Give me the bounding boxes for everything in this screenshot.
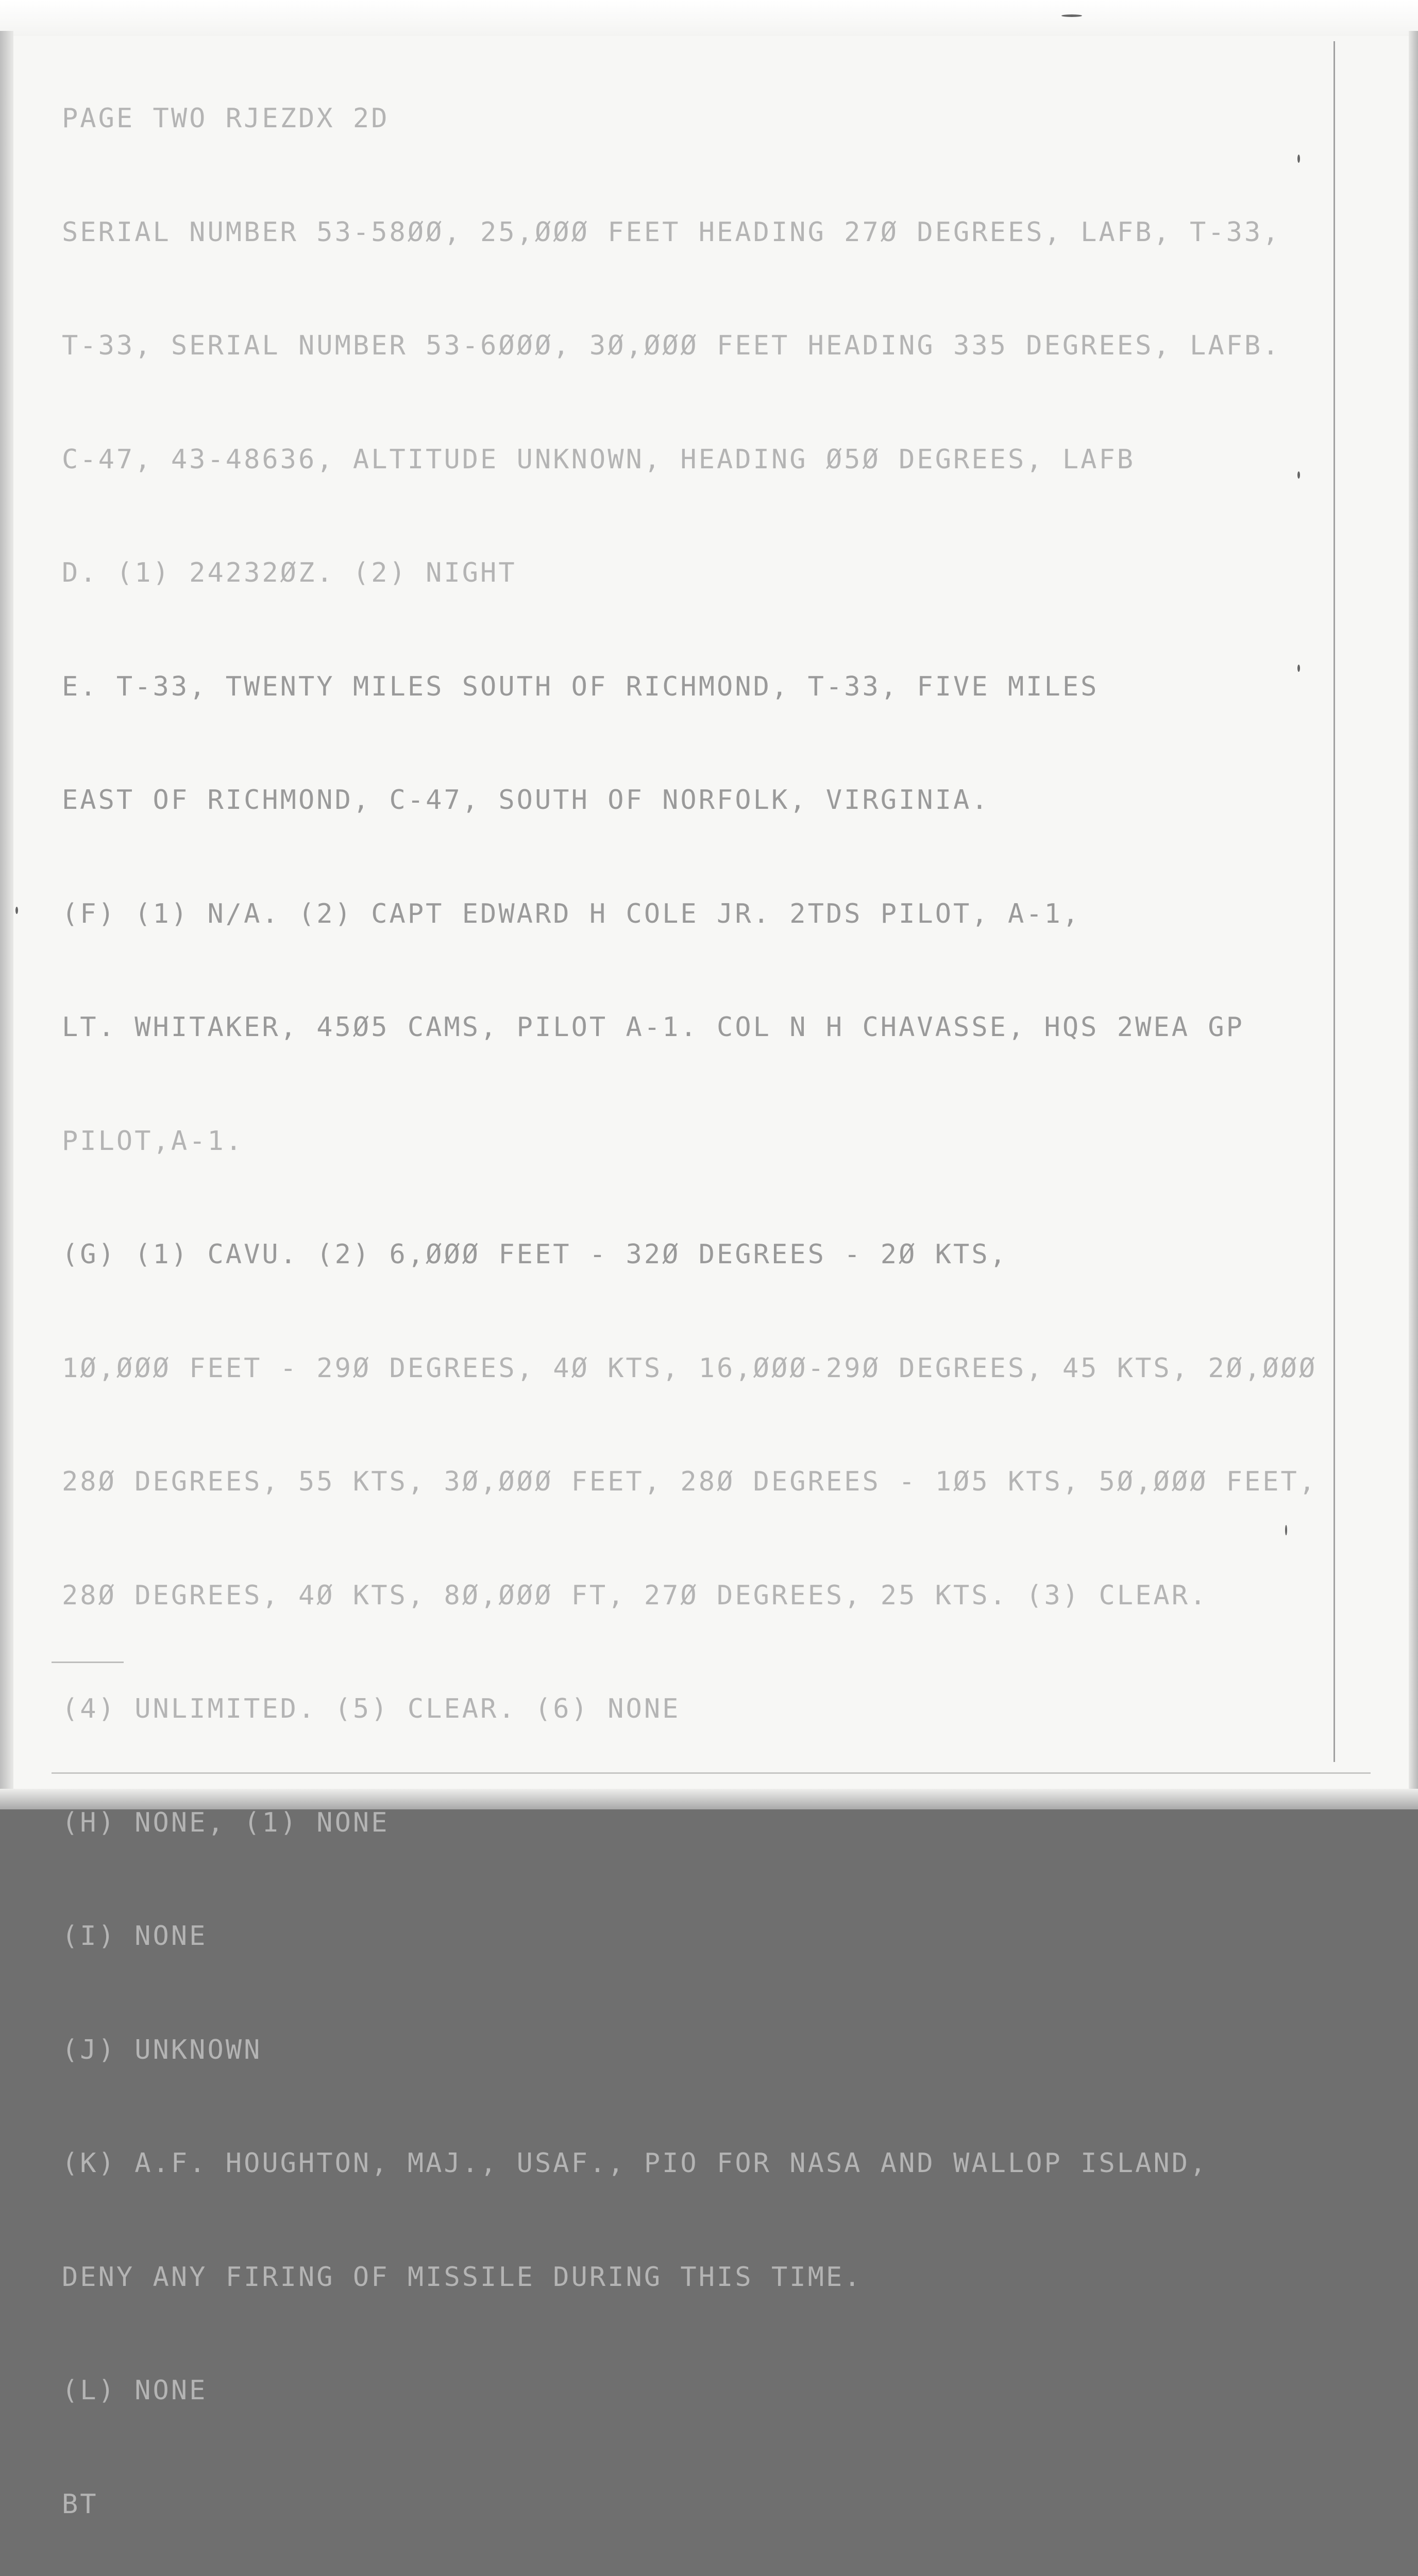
text-line: 1Ø,ØØØ FEET - 29Ø DEGREES, 4Ø KTS, 16,ØØØ-29Ø DEGREES, 45 KTS, 2Ø,ØØØ xyxy=(62,1352,1318,1384)
text-line: DENY ANY FIRING OF MISSILE DURING THIS TIME. xyxy=(62,2261,863,2293)
text-line: PILOT,A-1. xyxy=(62,1125,244,1157)
text-line: (I) NONE xyxy=(62,1921,208,1952)
text-line: 28Ø DEGREES, 55 KTS, 3Ø,ØØØ FEET, 28Ø DEGREES - 1Ø5 KTS, 5Ø,ØØØ FEET, xyxy=(62,1466,1318,1497)
header-line: PAGE TWO RJEZDX 2D xyxy=(62,103,390,134)
scan-speck xyxy=(15,907,18,914)
text-line: E. T-33, TWENTY MILES SOUTH OF RICHMOND, T-33, FIVE MILES xyxy=(62,671,1099,702)
text-line: T-33, SERIAL NUMBER 53-6ØØØ, 3Ø,ØØØ FEET HEADING 335 DEGREES, LAFB. xyxy=(62,330,1281,361)
text-line: (L) NONE xyxy=(62,2375,208,2406)
frame-line-right xyxy=(1333,41,1335,1762)
text-line: (F) (1) N/A. (2) CAPT EDWARD H COLE JR. 2TDS PILOT, A-1, xyxy=(62,898,1081,929)
text-line: (H) NONE, (1) NONE xyxy=(62,1807,390,1838)
text-line: LT. WHITAKER, 45Ø5 CAMS, PILOT A-1. COL N H CHAVASSE, HQS 2WEA GP xyxy=(62,1012,1244,1043)
teletype-message-body xyxy=(62,31,1318,2576)
text-line: C-47, 43-48636, ALTITUDE UNKNOWN, HEADING Ø5Ø DEGREES, LAFB xyxy=(62,444,1136,475)
text-line: (J) UNKNOWN xyxy=(62,2034,262,2065)
scan-speck xyxy=(1061,14,1082,17)
text-line: D. (1) 24232ØZ. (2) NIGHT xyxy=(62,557,517,588)
text-line: EAST OF RICHMOND, C-47, SOUTH OF NORFOLK, VIRGINIA. xyxy=(62,785,990,816)
scan-edge-right xyxy=(1409,31,1418,1809)
text-line: (K) A.F. HOUGHTON, MAJ., USAF., PIO FOR NASA AND WALLOP ISLAND, xyxy=(62,2148,1208,2179)
text-line: 28Ø DEGREES, 4Ø KTS, 8Ø,ØØØ FT, 27Ø DEGREES, 25 KTS. (3) CLEAR. xyxy=(62,1580,1208,1611)
text-line: BT xyxy=(62,2488,98,2520)
scan-edge-left xyxy=(0,31,13,1809)
text-line: SERIAL NUMBER 53-58ØØ, 25,ØØØ FEET HEADING 27Ø DEGREES, LAFB, T-33, xyxy=(62,216,1281,248)
text-line: (G) (1) CAVU. (2) 6,ØØØ FEET - 32Ø DEGREES - 2Ø KTS, xyxy=(62,1239,1008,1270)
text-line: (4) UNLIMITED. (5) CLEAR. (6) NONE xyxy=(62,1693,681,1724)
